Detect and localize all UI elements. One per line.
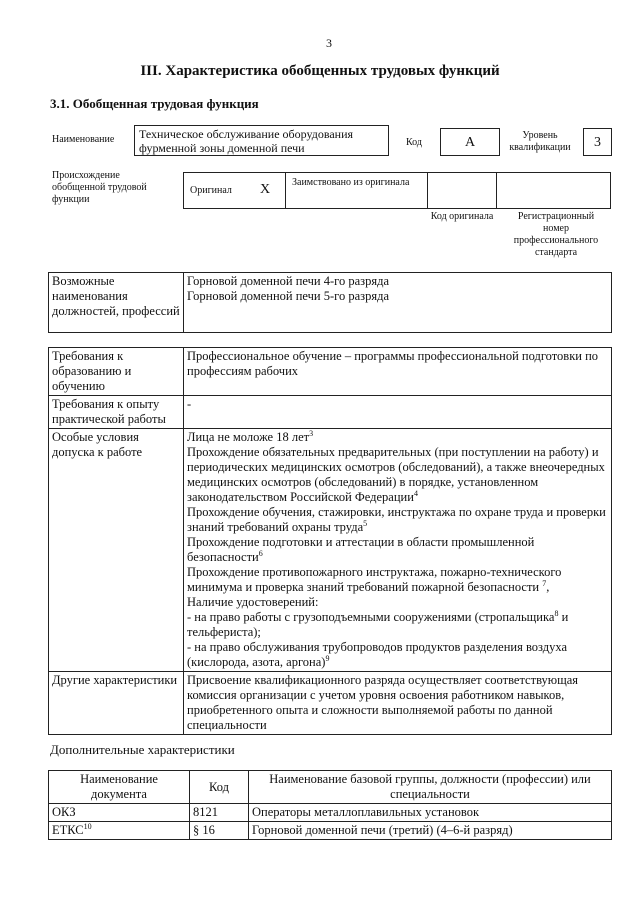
condition-safety-training: Прохождение обучения, стажировки, инструктажа по охране труда и проверки знаний требований охраны труда$^5$ — [187, 505, 606, 534]
row-doc: ЕТКС$^{10}$ — [49, 822, 190, 840]
borrowed-label: Заимствовано из оригинала — [292, 177, 410, 188]
level-label: Уровень квалификации — [509, 130, 571, 153]
row-name: Операторы металлоплавильных установок — [249, 804, 612, 822]
additional-table — [48, 770, 612, 840]
level-box — [583, 128, 612, 156]
table-row — [49, 822, 612, 840]
experience-value: - — [184, 396, 612, 429]
condition-age: Лица не моложе 18 лет$^3$ — [187, 428, 314, 444]
condition-certificates: Наличие удостоверений: — [187, 595, 319, 609]
row-code: 8121 — [190, 804, 249, 822]
positions-table — [48, 272, 612, 333]
code-label: Код — [406, 137, 422, 148]
function-name-box — [134, 125, 389, 156]
col-name-header: Наименование базовой группы, должности (профессии) или специальности — [249, 771, 612, 804]
page-number: 3 — [326, 36, 332, 50]
table-row — [49, 804, 612, 822]
reg-number-caption: Регистрационный номер профессионального стандарта — [513, 211, 599, 258]
experience-label: Требования к опыту практической работы — [49, 396, 184, 429]
conditions-label: Особые условия допуска к работе — [49, 429, 184, 672]
row-code: § 16 — [190, 822, 249, 840]
condition-pipeline-cert: - на право обслуживания трубопроводов продуктов разделения воздуха (кислорода, азота, аргона)$^9$ — [187, 640, 568, 669]
position-1: Горновой доменной печи 4-го разряда — [187, 274, 389, 288]
additional-title: Дополнительные характеристики — [50, 742, 235, 757]
requirements-table — [48, 347, 612, 735]
condition-fire-safety: Прохождение противопожарного инструктажа, пожарно-технического минимума и проверка знаний требований пожарной безопасности $^7$, — [187, 565, 562, 594]
other-value: Присвоение квалификационного разряда осуществляет соответствующая комиссия организации с учетом уровня освоения работником навыков, приобретенного опыта и сложности выполняемой работы по данной специальности — [184, 672, 612, 735]
positions-value — [184, 273, 612, 333]
condition-industrial-safety: Прохождение подготовки и аттестации в области промышленной безопасности$^6$ — [187, 535, 535, 564]
origin-label: Происхождение обобщенной трудовой функции — [52, 170, 147, 205]
col-doc-header: Наименование документа — [49, 771, 190, 804]
condition-crane-cert: - на право работы с грузоподъемными сооружениями (стропальщика$^8$ и тельфериста); — [187, 608, 569, 639]
conditions-value — [184, 429, 612, 672]
origin-box — [183, 172, 611, 209]
education-label: Требования к образованию и обучению — [49, 348, 184, 396]
function-name: Техническое обслуживание оборудования фурменной зоны доменной печи — [139, 127, 354, 155]
row-name: Горновой доменной печи (третий) (4–6-й разряд) — [249, 822, 612, 840]
origin-divider-1 — [285, 173, 286, 208]
section-title: III. Характеристика обобщенных трудовых функций — [140, 63, 500, 79]
original-label: Оригинал — [190, 185, 232, 196]
other-label: Другие характеристики — [49, 672, 184, 735]
code-box — [440, 128, 500, 156]
row-doc: ОКЗ — [49, 804, 190, 822]
origin-divider-2 — [427, 173, 428, 208]
subsection-title: 3.1. Обобщенная трудовая функция — [50, 96, 259, 111]
positions-label: Возможные наименования должностей, профессий — [49, 273, 184, 333]
original-mark: X — [260, 182, 271, 197]
education-value: Профессиональное обучение – программы профессиональной подготовки по профессиям рабочих — [184, 348, 612, 396]
origin-divider-3 — [496, 173, 497, 208]
code-original-caption: Код оригинала — [430, 211, 494, 222]
position-2: Горновой доменной печи 5-го разряда — [187, 289, 389, 303]
condition-medical: Прохождение обязательных предварительных (при поступлении на работу) и периодических медицинских осмотров (обследований), а также внеочередных медицинских осмотров (обследований) в порядке, установленном законодательством Российской Федерации$^4$ — [187, 445, 605, 504]
col-code-header: Код — [190, 771, 249, 804]
code-value: А — [464, 135, 476, 150]
name-label: Наименование — [52, 134, 115, 145]
level-value: 3 — [594, 135, 601, 150]
